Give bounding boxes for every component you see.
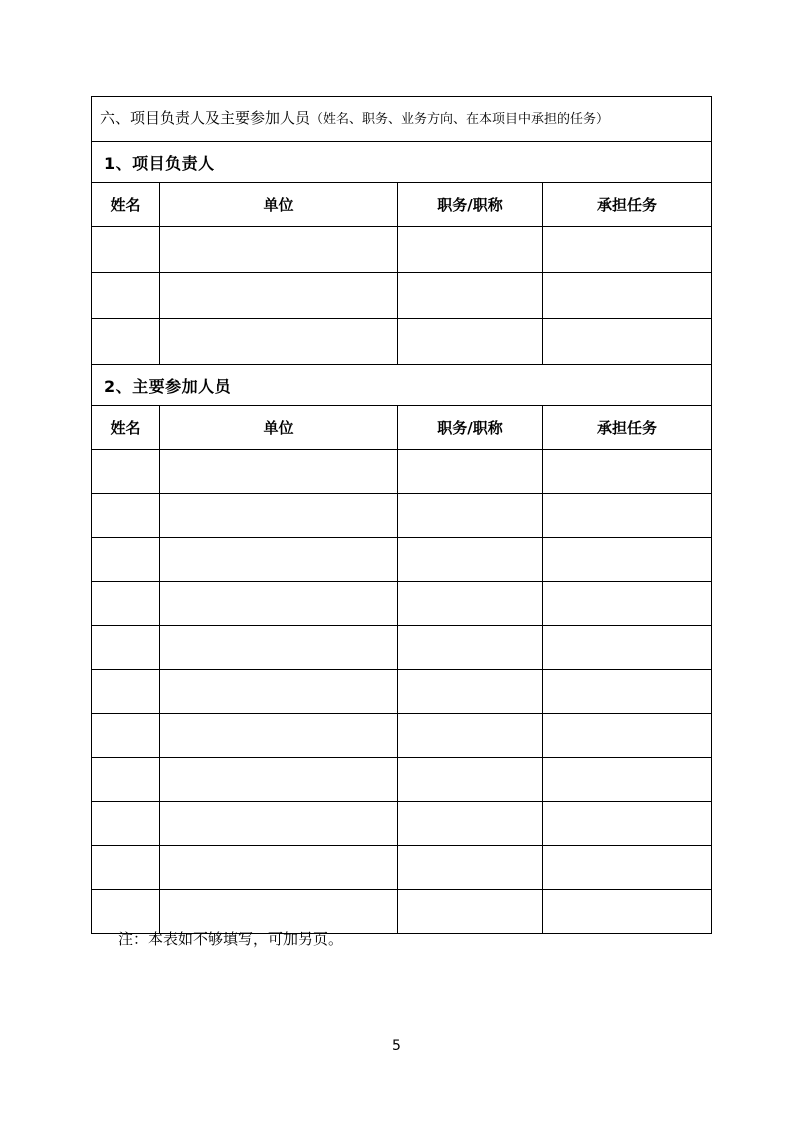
members-heading-row	[92, 365, 712, 406]
cell-name[interactable]	[92, 846, 160, 890]
cell-unit[interactable]	[160, 273, 398, 319]
leader-column-header-row	[92, 183, 712, 227]
table-row	[92, 227, 712, 273]
table-row	[92, 846, 712, 890]
cell-position[interactable]	[398, 714, 543, 758]
column-header-unit: 单位	[160, 406, 398, 450]
table-row	[92, 714, 712, 758]
page-number: 5	[392, 1038, 401, 1054]
cell-name[interactable]	[92, 227, 160, 273]
cell-position[interactable]	[398, 626, 543, 670]
cell-unit[interactable]	[160, 538, 398, 582]
cell-name[interactable]	[92, 890, 160, 934]
table-row	[92, 802, 712, 846]
cell-unit[interactable]	[160, 450, 398, 494]
footnote: 注：本表如不够填写，可加另页。	[118, 930, 344, 948]
cell-name[interactable]	[92, 802, 160, 846]
cell-name[interactable]	[92, 714, 160, 758]
table-row	[92, 582, 712, 626]
cell-task[interactable]	[543, 670, 712, 714]
cell-name[interactable]	[92, 758, 160, 802]
cell-unit[interactable]	[160, 846, 398, 890]
column-header-position: 职务/职称	[398, 183, 543, 227]
cell-position[interactable]	[398, 802, 543, 846]
cell-position[interactable]	[398, 582, 543, 626]
cell-position[interactable]	[398, 758, 543, 802]
personnel-table	[91, 96, 712, 934]
cell-task[interactable]	[543, 758, 712, 802]
cell-task[interactable]	[543, 846, 712, 890]
cell-task[interactable]	[543, 450, 712, 494]
members-heading-cell: 2、主要参加人员	[92, 365, 712, 406]
cell-unit[interactable]	[160, 802, 398, 846]
cell-task[interactable]	[543, 227, 712, 273]
leader-heading-row	[92, 142, 712, 183]
cell-unit[interactable]	[160, 227, 398, 273]
cell-unit[interactable]	[160, 714, 398, 758]
table-row	[92, 450, 712, 494]
cell-position[interactable]	[398, 890, 543, 934]
cell-name[interactable]	[92, 450, 160, 494]
cell-position[interactable]	[398, 319, 543, 365]
cell-position[interactable]	[398, 670, 543, 714]
cell-task[interactable]	[543, 582, 712, 626]
cell-task[interactable]	[543, 802, 712, 846]
cell-task[interactable]	[543, 890, 712, 934]
table-row	[92, 626, 712, 670]
cell-unit[interactable]	[160, 494, 398, 538]
cell-name[interactable]	[92, 582, 160, 626]
column-header-task: 承担任务	[543, 183, 712, 227]
leader-heading-cell: 1、项目负责人	[92, 142, 712, 183]
cell-unit[interactable]	[160, 890, 398, 934]
cell-task[interactable]	[543, 626, 712, 670]
table-row	[92, 538, 712, 582]
table-row	[92, 494, 712, 538]
cell-name[interactable]	[92, 494, 160, 538]
column-header-position: 职务/职称	[398, 406, 543, 450]
cell-task[interactable]	[543, 714, 712, 758]
section-title-text: 六、项目负责人及主要参加人员	[100, 109, 311, 128]
cell-position[interactable]	[398, 273, 543, 319]
column-header-name: 姓名	[92, 183, 160, 227]
cell-task[interactable]	[543, 319, 712, 365]
cell-unit[interactable]	[160, 319, 398, 365]
column-header-unit: 单位	[160, 183, 398, 227]
cell-unit[interactable]	[160, 582, 398, 626]
table-row	[92, 890, 712, 934]
cell-position[interactable]	[398, 494, 543, 538]
section-title-note: （姓名、职务、业务方向、在本项目中承担的任务）	[310, 112, 610, 128]
cell-unit[interactable]	[160, 626, 398, 670]
cell-position[interactable]	[398, 538, 543, 582]
table-row	[92, 319, 712, 365]
section-title-cell	[92, 97, 712, 142]
cell-position[interactable]	[398, 227, 543, 273]
table-row	[92, 670, 712, 714]
section-title-row	[92, 97, 712, 142]
column-header-name: 姓名	[92, 406, 160, 450]
cell-name[interactable]	[92, 670, 160, 714]
cell-name[interactable]	[92, 319, 160, 365]
cell-position[interactable]	[398, 846, 543, 890]
cell-name[interactable]	[92, 538, 160, 582]
cell-position[interactable]	[398, 450, 543, 494]
members-column-header-row	[92, 406, 712, 450]
table-row	[92, 758, 712, 802]
table-row	[92, 273, 712, 319]
cell-unit[interactable]	[160, 670, 398, 714]
cell-task[interactable]	[543, 494, 712, 538]
cell-task[interactable]	[543, 273, 712, 319]
cell-name[interactable]	[92, 273, 160, 319]
cell-unit[interactable]	[160, 758, 398, 802]
cell-name[interactable]	[92, 626, 160, 670]
column-header-task: 承担任务	[543, 406, 712, 450]
cell-task[interactable]	[543, 538, 712, 582]
